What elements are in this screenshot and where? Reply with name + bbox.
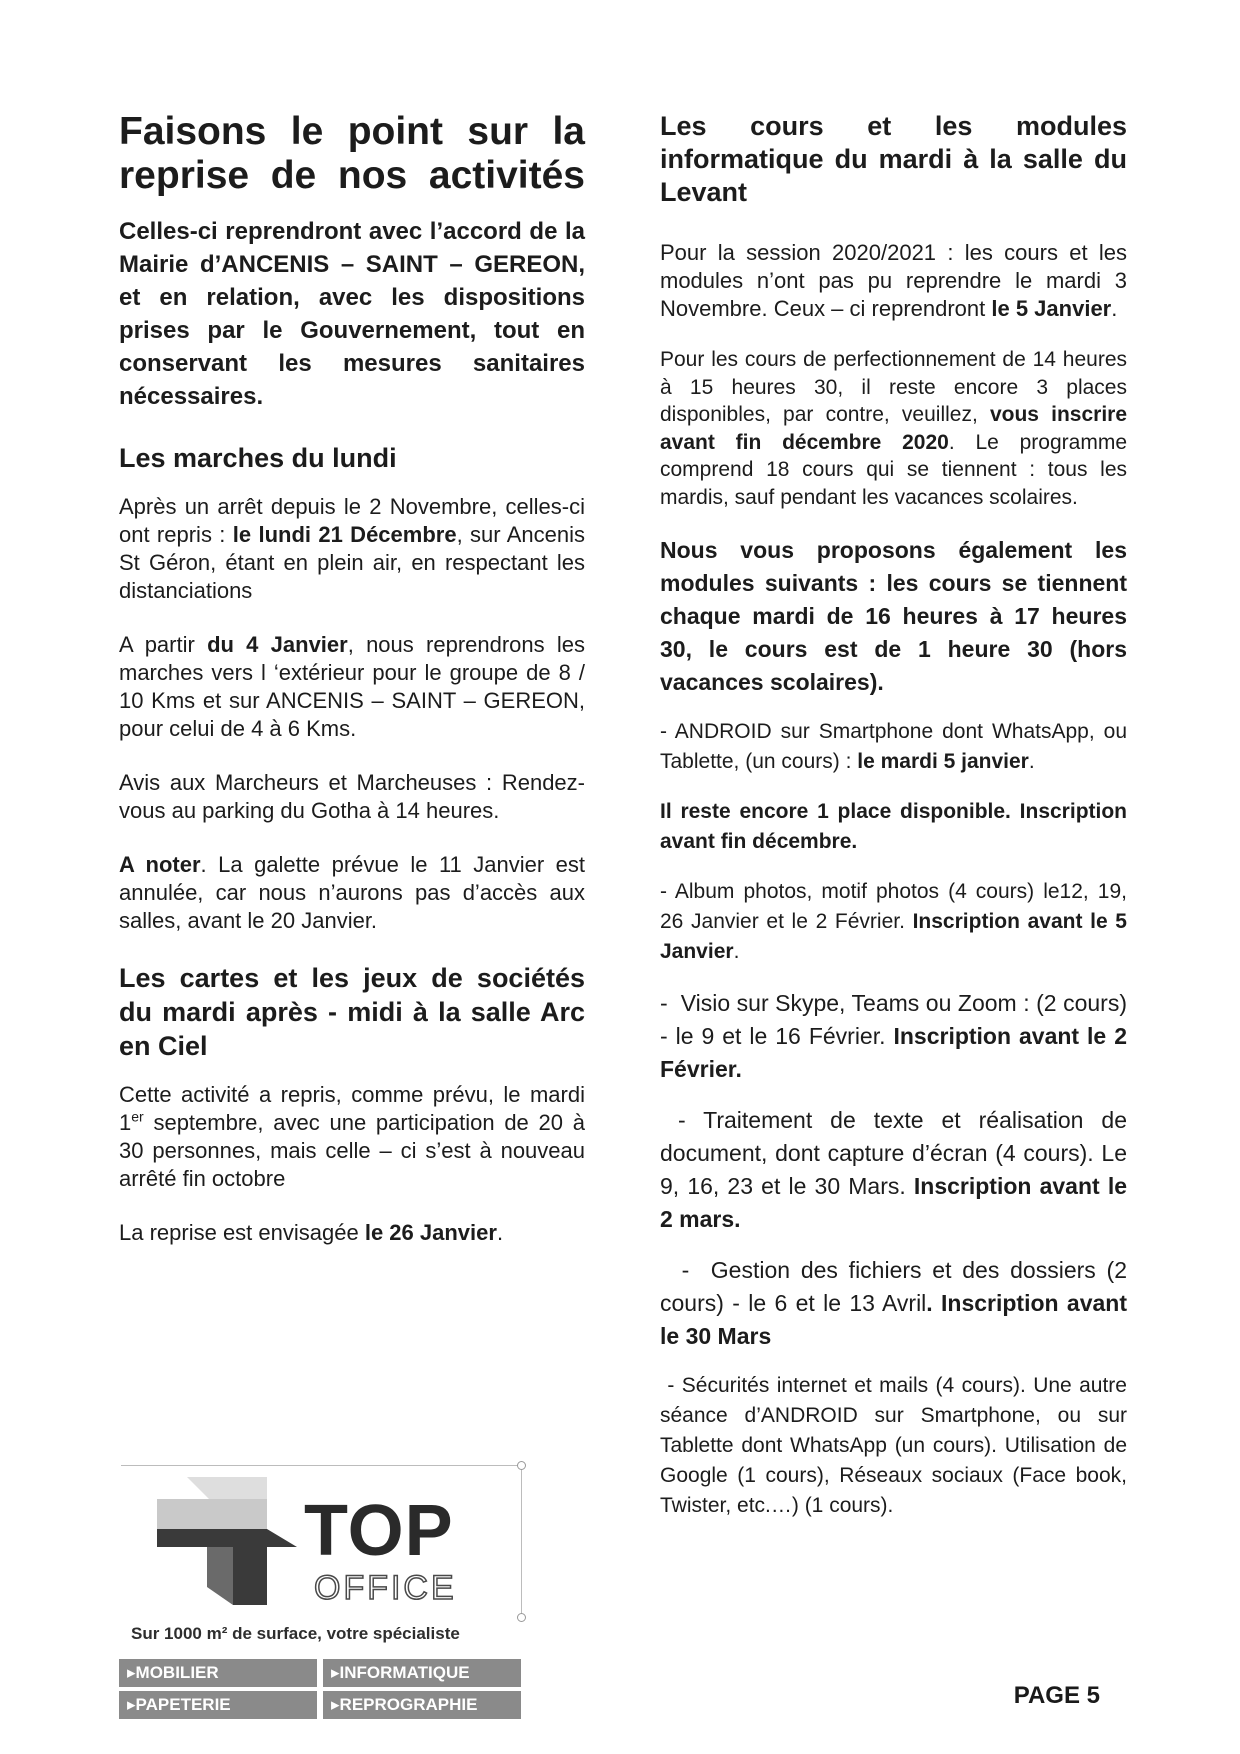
cartes-heading: Les cartes et les jeux de sociétés du mardi après - midi à la salle Arc en Ciel <box>119 963 585 1061</box>
ad-category-grid <box>119 1659 521 1723</box>
marches-paragraph-2: A partir du 4 Janvier, nous reprendrons les marches vers l ‘extérieur pour le groupe de 8 / 10 Kms et sur ANCENIS – SAINT – GEREON, pour celui de 4 à 6 Kms. <box>119 632 586 741</box>
top-office-logo-icon <box>147 1477 297 1605</box>
frame-handle-dot <box>517 1461 526 1470</box>
marches-heading: Les marches du lundi <box>119 443 397 473</box>
modules-paragraph: Nous vous proposons également les modules suivants : les cours se tiennent chaque mardi de 16 heures à 17 heures 30, le cours est de 1 heure 30 (hors vacances scolaires). <box>660 537 1127 695</box>
top-office-advertisement <box>119 1465 524 1723</box>
right-column <box>660 110 1134 1541</box>
cartes-paragraph-1: Cette activité a repris, comme prévu, le mardi 1er septembre, avec une participation de 20 à 30 personnes, mais celle – ci s’est à nouveau arrêté fin octobre <box>119 1082 585 1191</box>
ad-tagline: Sur 1000 m² de surface, votre spécialiste <box>131 1624 460 1643</box>
title-line-1: Faisons le point sur la <box>119 110 585 153</box>
marches-paragraph-3: Avis aux Marcheurs et Marcheuses : Rendez-vous au parking du Gotha à 14 heures. <box>119 770 585 823</box>
ad-cell-mobilier: ▸MOBILIER <box>119 1659 317 1687</box>
ad-cell-papeterie: ▸PAPETERIE <box>119 1691 317 1719</box>
session-paragraph: Pour la session 2020/2021 : les cours et les modules n’ont pas pu reprendre le mardi 3 Novembre. Ceux – ci reprendront le 5 Janvier. <box>660 240 1127 321</box>
securite-item: - Sécurités internet et mails (4 cours). Une autre séance d’ANDROID sur Smartphone, ou sur Tablette dont WhatsApp (un cours). Utilisation de Google (1 cours), Réseaux sociaux (Face book, Twister, etc.…) (1 cours). <box>660 1374 1133 1517</box>
frame-handle-dot <box>517 1613 526 1622</box>
page-title <box>119 110 585 198</box>
android-item: - ANDROID sur Smartphone dont WhatsApp, ou Tablette, (un cours) : le mardi 5 janvier. <box>660 720 1127 773</box>
marches-paragraph-4: A noter. La galette prévue le 11 Janvier est annulée, car nous n’aurons pas d’accès aux salles, avant le 20 Janvier. <box>119 852 585 933</box>
informatique-heading: Les cours et les modules informatique du mardi à la salle du Levant <box>660 111 1127 207</box>
left-column <box>119 110 585 1273</box>
place-disponible: Il reste encore 1 place disponible. Inscription avant fin décembre. <box>660 800 1127 853</box>
brand-office: OFFICE <box>314 1569 457 1607</box>
visio-item: - Visio sur Skype, Teams ou Zoom : (2 cours) - le 9 et le 16 Février. Inscription avant le 2 Février. <box>660 990 1134 1082</box>
brand-top: TOP <box>304 1491 454 1571</box>
title-line-2: reprise de nos activités <box>119 154 585 197</box>
ad-cell-informatique: ▸INFORMATIQUE <box>323 1659 521 1687</box>
perfectionnement-paragraph: Pour les cours de perfectionnement de 14 heures à 15 heures 30, il reste encore 3 places disponibles, par contre, veuillez, vous inscrire avant fin décembre 2020. Le programme comprend 18 cours qui se tiennent : tous les mardis, sauf pendant les vacances scolaires. <box>660 348 1127 509</box>
texte-item: - Traitement de texte et réalisation de document, dont capture d’écran (4 cours). Le 9, 16, 23 et le 30 Mars. Inscription avant le 2 mars. <box>660 1107 1134 1232</box>
fichiers-item: - Gestion des fichiers et des dossiers (2 cours) - le 6 et le 13 Avril. Inscription avant le 30 Mars <box>660 1257 1134 1349</box>
page-number: PAGE 5 <box>1013 1682 1100 1709</box>
cartes-paragraph-2: La reprise est envisagée le 26 Janvier. <box>119 1220 504 1245</box>
ad-cell-reprographie: ▸REPROGRAPHIE <box>323 1691 521 1719</box>
marches-paragraph-1: Après un arrêt depuis le 2 Novembre, celles-ci ont repris : le lundi 21 Décembre, sur Ancenis St Géron, étant en plein air, en respectant les distanciations <box>119 494 586 603</box>
intro-paragraph: Celles-ci reprendront avec l’accord de la Mairie d’ANCENIS – SAINT – GEREON, et en relation, avec les dispositions prises par le Gouvernement, tout en conservant les mesures sanitaires nécessaires. <box>119 218 585 410</box>
album-item: - Album photos, motif photos (4 cours) le12, 19, 26 Janvier et le 2 Février. Inscription avant le 5 Janvier. <box>660 880 1127 963</box>
